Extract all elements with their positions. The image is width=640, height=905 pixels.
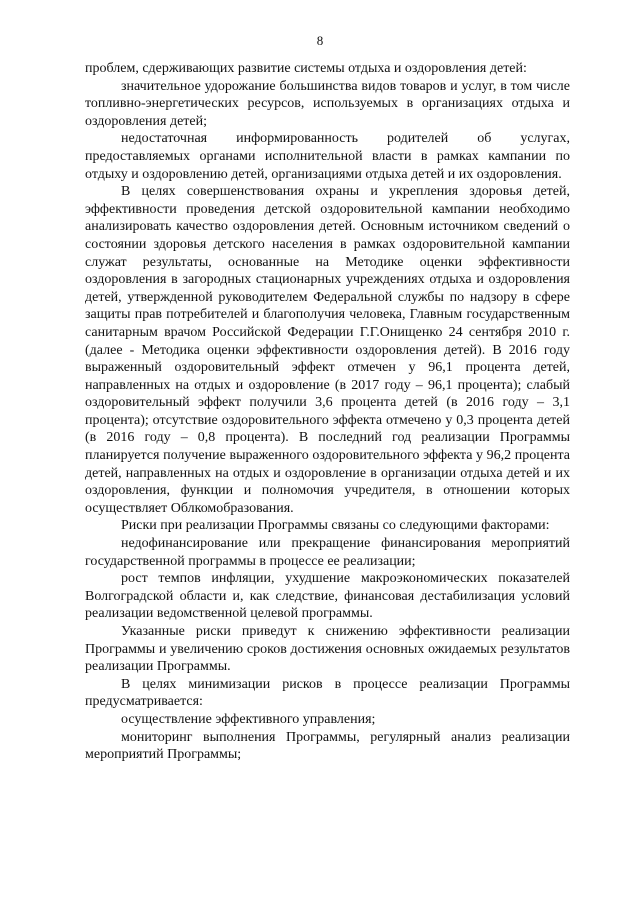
paragraph: В целях совершенствования охраны и укрепления здоровья детей, эффективности проведения детской оздоровительной кампании необходимо анализировать качество оздоровления детей. Основным источником сведений о состоянии здоровья детского населения в рамках оздоровительной кампании служат результаты, основанные на Методике оценки эффективности оздоровления в загородных стационарных учреждениях отдыха и оздоровления детей, утвержденной руководителем Федеральной службы по надзору в сфере защиты прав потребителей и благополучия человека, Главным государственным санитарным врачом Российской Федерации Г.Г.Онищенко 24 сентября 2010 г. (далее - Методика оценки эффективности оздоровления детей). В 2016 году выраженный оздоровительный эффект отмечен у 96,1 процента детей, направленных на отдых и оздоровление (в 2017 году – 96,1 процента); слабый оздоровительный эффект получили 3,6 процента детей (в 2016 году – 3,1 процента); отсутствие оздоровительного эффекта отмечено у 0,3 процента детей (в 2016 году – 0,8 процента). В последний год реализации Программы планируется получение выраженного оздоровительного эффекта у 96,2 процента детей, направленных на отдых и оздоровление в организации отдыха детей и их оздоровления, функции и полномочия учредителя, в отношении которых осуществляет Облкомобразования. bbox=[85, 184, 570, 516]
document-body bbox=[85, 60, 570, 764]
paragraph: недостаточная информированность родителей об услугах, предоставляемых органами исполнительной власти в рамках кампании по отдыху и оздоровлению детей, организациями отдыха детей и их оздоровления. bbox=[85, 131, 570, 182]
paragraph: Риски при реализации Программы связаны со следующими факторами: bbox=[121, 518, 550, 534]
paragraph: проблем, сдерживающих развитие системы отдыха и оздоровления детей: bbox=[85, 61, 527, 76]
page-number: 8 bbox=[316, 33, 324, 48]
paragraph: Указанные риски приведут к снижению эффективности реализации Программы и увеличению сроков достижения основных ожидаемых результатов реализации Программы. bbox=[85, 624, 570, 675]
paragraph: осуществление эффективного управления; bbox=[121, 711, 376, 727]
paragraph: В целях минимизации рисков в процессе реализации Программы предусматривается: bbox=[85, 676, 570, 710]
paragraph: недофинансирование или прекращение финансирования мероприятий государственной программы в процессе ее реализации; bbox=[85, 536, 570, 569]
paragraph: значительное удорожание большинства видов товаров и услуг, в том числе топливно-энергетических ресурсов, используемых в организациях отдыха и оздоровления детей; bbox=[85, 78, 570, 129]
paragraph: рост темпов инфляции, ухудшение макроэкономических показателей Волгоградской области и, как следствие, финансовая дестабилизация условий реализации ведомственной целевой программы. bbox=[85, 571, 570, 622]
paragraph: мониторинг выполнения Программы, регулярный анализ реализации мероприятий Программы; bbox=[85, 729, 570, 763]
